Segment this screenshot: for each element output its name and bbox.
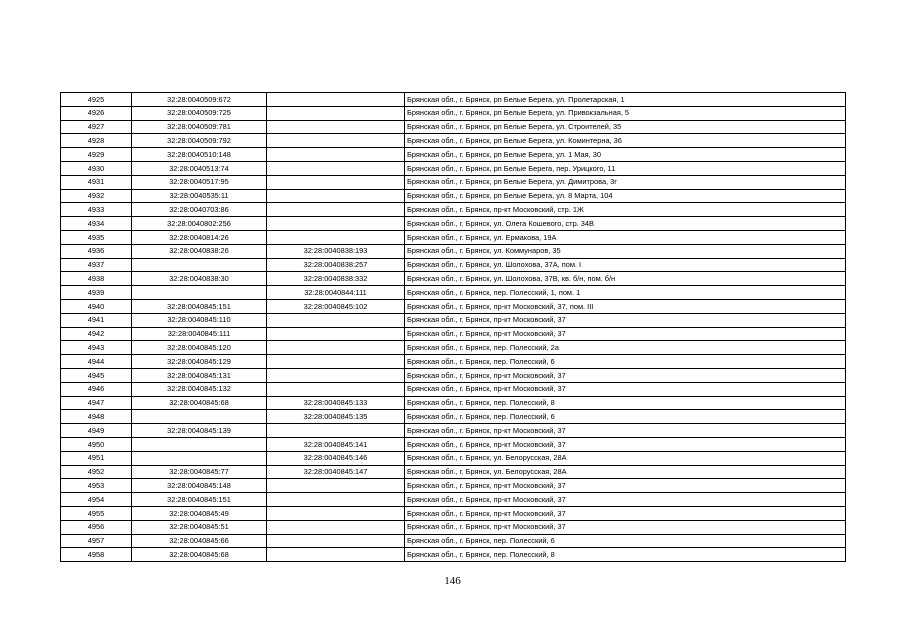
cadastral-number-cell: 32:28:0040845:51 bbox=[132, 520, 267, 534]
cadastral-number-cell: 32:28:0040535:11 bbox=[132, 189, 267, 203]
cadastral-number-cell bbox=[132, 286, 267, 300]
address-cell: Брянская обл., г. Брянск, ул. Шолохова, 37А, пом. I bbox=[405, 258, 846, 272]
address-cell: Брянская обл., г. Брянск, пер. Полесский, 6 bbox=[405, 410, 846, 424]
table-row bbox=[61, 161, 846, 175]
cadastral-number-cell: 32:28:0040510:148 bbox=[132, 148, 267, 162]
related-cadastral-number-cell bbox=[267, 382, 405, 396]
related-cadastral-number-cell: 32:28:0040845:133 bbox=[267, 396, 405, 410]
cadastral-number-cell: 32:28:0040845:110 bbox=[132, 313, 267, 327]
address-cell: Брянская обл., г. Брянск, пр-кт Московский, 37 bbox=[405, 313, 846, 327]
address-cell: Брянская обл., г. Брянск, пр-кт Московский, стр. 1Ж bbox=[405, 203, 846, 217]
row-number-cell: 4943 bbox=[61, 341, 132, 355]
cadastral-number-cell: 32:28:0040845:68 bbox=[132, 548, 267, 562]
address-cell: Брянская обл., г. Брянск, рп Белые Берега, ул. Димитрова, 3г bbox=[405, 175, 846, 189]
cadastral-number-cell: 32:28:0040845:77 bbox=[132, 465, 267, 479]
table-row bbox=[61, 244, 846, 258]
table-row bbox=[61, 272, 846, 286]
cadastral-number-cell: 32:28:0040845:111 bbox=[132, 327, 267, 341]
address-cell: Брянская обл., г. Брянск, пер. Полесский, 6 bbox=[405, 534, 846, 548]
table-row bbox=[61, 299, 846, 313]
row-number-cell: 4955 bbox=[61, 506, 132, 520]
related-cadastral-number-cell bbox=[267, 148, 405, 162]
address-cell: Брянская обл., г. Брянск, рп Белые Берега, ул. 1 Мая, 30 bbox=[405, 148, 846, 162]
row-number-cell: 4926 bbox=[61, 106, 132, 120]
cadastral-number-cell bbox=[132, 451, 267, 465]
address-cell: Брянская обл., г. Брянск, пер. Полесский, 1, пом. 1 bbox=[405, 286, 846, 300]
row-number-cell: 4927 bbox=[61, 120, 132, 134]
table-row bbox=[61, 230, 846, 244]
table-row bbox=[61, 506, 846, 520]
table-row bbox=[61, 548, 846, 562]
cadastral-number-cell: 32:28:0040845:132 bbox=[132, 382, 267, 396]
table-row bbox=[61, 493, 846, 507]
table-row bbox=[61, 410, 846, 424]
related-cadastral-number-cell bbox=[267, 161, 405, 175]
address-cell: Брянская обл., г. Брянск, ул. Олега Кошевого, стр. 34В bbox=[405, 217, 846, 231]
cadastral-number-cell: 32:28:0040845:120 bbox=[132, 341, 267, 355]
row-number-cell: 4950 bbox=[61, 437, 132, 451]
cadastral-number-cell: 32:28:0040509:792 bbox=[132, 134, 267, 148]
row-number-cell: 4958 bbox=[61, 548, 132, 562]
row-number-cell: 4948 bbox=[61, 410, 132, 424]
related-cadastral-number-cell bbox=[267, 493, 405, 507]
address-cell: Брянская обл., г. Брянск, пр-кт Московский, 37 bbox=[405, 493, 846, 507]
related-cadastral-number-cell bbox=[267, 355, 405, 369]
row-number-cell: 4938 bbox=[61, 272, 132, 286]
parcel-table bbox=[60, 92, 846, 562]
row-number-cell: 4935 bbox=[61, 230, 132, 244]
table-row bbox=[61, 175, 846, 189]
row-number-cell: 4952 bbox=[61, 465, 132, 479]
cadastral-number-cell: 32:28:0040845:131 bbox=[132, 368, 267, 382]
related-cadastral-number-cell: 32:28:0040838:257 bbox=[267, 258, 405, 272]
related-cadastral-number-cell: 32:28:0040838:193 bbox=[267, 244, 405, 258]
address-cell: Брянская обл., г. Брянск, рп Белые Берега, ул. Коминтерна, 36 bbox=[405, 134, 846, 148]
row-number-cell: 4933 bbox=[61, 203, 132, 217]
related-cadastral-number-cell bbox=[267, 520, 405, 534]
address-cell: Брянская обл., г. Брянск, пр-кт Московский, 37 bbox=[405, 479, 846, 493]
cadastral-number-cell: 32:28:0040513:74 bbox=[132, 161, 267, 175]
cadastral-number-cell: 32:28:0040703:86 bbox=[132, 203, 267, 217]
table-row bbox=[61, 258, 846, 272]
page-number: 146 bbox=[444, 575, 461, 587]
table-row bbox=[61, 120, 846, 134]
row-number-cell: 4928 bbox=[61, 134, 132, 148]
table-row bbox=[61, 286, 846, 300]
related-cadastral-number-cell bbox=[267, 106, 405, 120]
row-number-cell: 4939 bbox=[61, 286, 132, 300]
table-row bbox=[61, 341, 846, 355]
address-cell: Брянская обл., г. Брянск, ул. Шолохова, 37В, кв. б/н, пом. б/н bbox=[405, 272, 846, 286]
address-cell: Брянская обл., г. Брянск, ул. Коммунаров, 35 bbox=[405, 244, 846, 258]
address-cell: Брянская обл., г. Брянск, пр-кт Московский, 37 bbox=[405, 382, 846, 396]
related-cadastral-number-cell: 32:28:0040845:141 bbox=[267, 437, 405, 451]
row-number-cell: 4931 bbox=[61, 175, 132, 189]
row-number-cell: 4944 bbox=[61, 355, 132, 369]
table-row bbox=[61, 217, 846, 231]
address-cell: Брянская обл., г. Брянск, пр-кт Московский, 37 bbox=[405, 424, 846, 438]
cadastral-number-cell: 32:28:0040509:725 bbox=[132, 106, 267, 120]
address-cell: Брянская обл., г. Брянск, пер. Полесский, 2а bbox=[405, 341, 846, 355]
cadastral-number-cell: 32:28:0040509:672 bbox=[132, 93, 267, 107]
related-cadastral-number-cell bbox=[267, 134, 405, 148]
address-cell: Брянская обл., г. Брянск, ул. Ермакова, 19А bbox=[405, 230, 846, 244]
row-number-cell: 4956 bbox=[61, 520, 132, 534]
cadastral-number-cell: 32:28:0040845:151 bbox=[132, 299, 267, 313]
cadastral-number-cell: 32:28:0040845:68 bbox=[132, 396, 267, 410]
address-cell: Брянская обл., г. Брянск, пр-кт Московский, 37 bbox=[405, 437, 846, 451]
table-row bbox=[61, 134, 846, 148]
address-cell: Брянская обл., г. Брянск, ул. Белорусская, 28А bbox=[405, 465, 846, 479]
table-row bbox=[61, 368, 846, 382]
related-cadastral-number-cell bbox=[267, 327, 405, 341]
cadastral-number-cell: 32:28:0040845:49 bbox=[132, 506, 267, 520]
address-cell: Брянская обл., г. Брянск, рп Белые Берега, ул. Пролетарская, 1 bbox=[405, 93, 846, 107]
address-cell: Брянская обл., г. Брянск, рп Белые Берега, ул. Строителей, 35 bbox=[405, 120, 846, 134]
table-row bbox=[61, 355, 846, 369]
related-cadastral-number-cell bbox=[267, 230, 405, 244]
address-cell: Брянская обл., г. Брянск, пр-кт Московский, 37 bbox=[405, 506, 846, 520]
row-number-cell: 4945 bbox=[61, 368, 132, 382]
row-number-cell: 4940 bbox=[61, 299, 132, 313]
parcel-table-body bbox=[61, 93, 846, 562]
related-cadastral-number-cell bbox=[267, 175, 405, 189]
related-cadastral-number-cell bbox=[267, 506, 405, 520]
table-row bbox=[61, 106, 846, 120]
row-number-cell: 4934 bbox=[61, 217, 132, 231]
cadastral-number-cell: 32:28:0040814:26 bbox=[132, 230, 267, 244]
address-cell: Брянская обл., г. Брянск, рп Белые Берега, ул. 8 Марта, 104 bbox=[405, 189, 846, 203]
table-row bbox=[61, 189, 846, 203]
related-cadastral-number-cell bbox=[267, 120, 405, 134]
address-cell: Брянская обл., г. Брянск, пр-кт Московский, 37 bbox=[405, 327, 846, 341]
related-cadastral-number-cell bbox=[267, 368, 405, 382]
address-cell: Брянская обл., г. Брянск, пер. Полесский, 6 bbox=[405, 355, 846, 369]
related-cadastral-number-cell: 32:28:0040845:135 bbox=[267, 410, 405, 424]
related-cadastral-number-cell bbox=[267, 93, 405, 107]
table-row bbox=[61, 520, 846, 534]
cadastral-number-cell bbox=[132, 437, 267, 451]
table-row bbox=[61, 148, 846, 162]
row-number-cell: 4946 bbox=[61, 382, 132, 396]
address-cell: Брянская обл., г. Брянск, рп Белые Берега, пер. Урицкого, 11 bbox=[405, 161, 846, 175]
table-row bbox=[61, 313, 846, 327]
related-cadastral-number-cell bbox=[267, 203, 405, 217]
table-row bbox=[61, 424, 846, 438]
row-number-cell: 4941 bbox=[61, 313, 132, 327]
cadastral-number-cell: 32:28:0040509:781 bbox=[132, 120, 267, 134]
table-row bbox=[61, 396, 846, 410]
related-cadastral-number-cell bbox=[267, 313, 405, 327]
related-cadastral-number-cell: 32:28:0040838:332 bbox=[267, 272, 405, 286]
cadastral-number-cell: 32:28:0040845:139 bbox=[132, 424, 267, 438]
row-number-cell: 4957 bbox=[61, 534, 132, 548]
address-cell: Брянская обл., г. Брянск, пер. Полесский, 8 bbox=[405, 396, 846, 410]
row-number-cell: 4951 bbox=[61, 451, 132, 465]
row-number-cell: 4930 bbox=[61, 161, 132, 175]
address-cell: Брянская обл., г. Брянск, ул. Белорусская, 28А bbox=[405, 451, 846, 465]
address-cell: Брянская обл., г. Брянск, пр-кт Московский, 37 bbox=[405, 368, 846, 382]
related-cadastral-number-cell bbox=[267, 548, 405, 562]
table-row bbox=[61, 382, 846, 396]
table-row bbox=[61, 203, 846, 217]
related-cadastral-number-cell bbox=[267, 534, 405, 548]
table-row bbox=[61, 451, 846, 465]
row-number-cell: 4954 bbox=[61, 493, 132, 507]
related-cadastral-number-cell: 32:28:0040845:146 bbox=[267, 451, 405, 465]
cadastral-number-cell: 32:28:0040838:30 bbox=[132, 272, 267, 286]
related-cadastral-number-cell: 32:28:0040844:111 bbox=[267, 286, 405, 300]
row-number-cell: 4932 bbox=[61, 189, 132, 203]
address-cell: Брянская обл., г. Брянск, рп Белые Берега, ул. Привокзальная, 5 bbox=[405, 106, 846, 120]
related-cadastral-number-cell bbox=[267, 217, 405, 231]
table-row bbox=[61, 93, 846, 107]
table-row bbox=[61, 327, 846, 341]
address-cell: Брянская обл., г. Брянск, пр-кт Московский, 37, пом. III bbox=[405, 299, 846, 313]
related-cadastral-number-cell: 32:28:0040845:147 bbox=[267, 465, 405, 479]
row-number-cell: 4942 bbox=[61, 327, 132, 341]
address-cell: Брянская обл., г. Брянск, пр-кт Московский, 37 bbox=[405, 520, 846, 534]
related-cadastral-number-cell bbox=[267, 189, 405, 203]
related-cadastral-number-cell bbox=[267, 479, 405, 493]
row-number-cell: 4925 bbox=[61, 93, 132, 107]
table-row bbox=[61, 479, 846, 493]
row-number-cell: 4937 bbox=[61, 258, 132, 272]
table-row bbox=[61, 465, 846, 479]
row-number-cell: 4949 bbox=[61, 424, 132, 438]
cadastral-number-cell: 32:28:0040845:151 bbox=[132, 493, 267, 507]
cadastral-number-cell bbox=[132, 258, 267, 272]
related-cadastral-number-cell: 32:28:0040845:102 bbox=[267, 299, 405, 313]
cadastral-number-cell: 32:28:0040845:129 bbox=[132, 355, 267, 369]
related-cadastral-number-cell bbox=[267, 424, 405, 438]
table-row bbox=[61, 534, 846, 548]
table-row bbox=[61, 437, 846, 451]
row-number-cell: 4953 bbox=[61, 479, 132, 493]
cadastral-number-cell bbox=[132, 410, 267, 424]
cadastral-number-cell: 32:28:0040802:256 bbox=[132, 217, 267, 231]
cadastral-number-cell: 32:28:0040838:26 bbox=[132, 244, 267, 258]
cadastral-number-cell: 32:28:0040845:148 bbox=[132, 479, 267, 493]
address-cell: Брянская обл., г. Брянск, пер. Полесский, 8 bbox=[405, 548, 846, 562]
row-number-cell: 4936 bbox=[61, 244, 132, 258]
cadastral-number-cell: 32:28:0040845:66 bbox=[132, 534, 267, 548]
row-number-cell: 4929 bbox=[61, 148, 132, 162]
row-number-cell: 4947 bbox=[61, 396, 132, 410]
related-cadastral-number-cell bbox=[267, 341, 405, 355]
cadastral-number-cell: 32:28:0040517:95 bbox=[132, 175, 267, 189]
